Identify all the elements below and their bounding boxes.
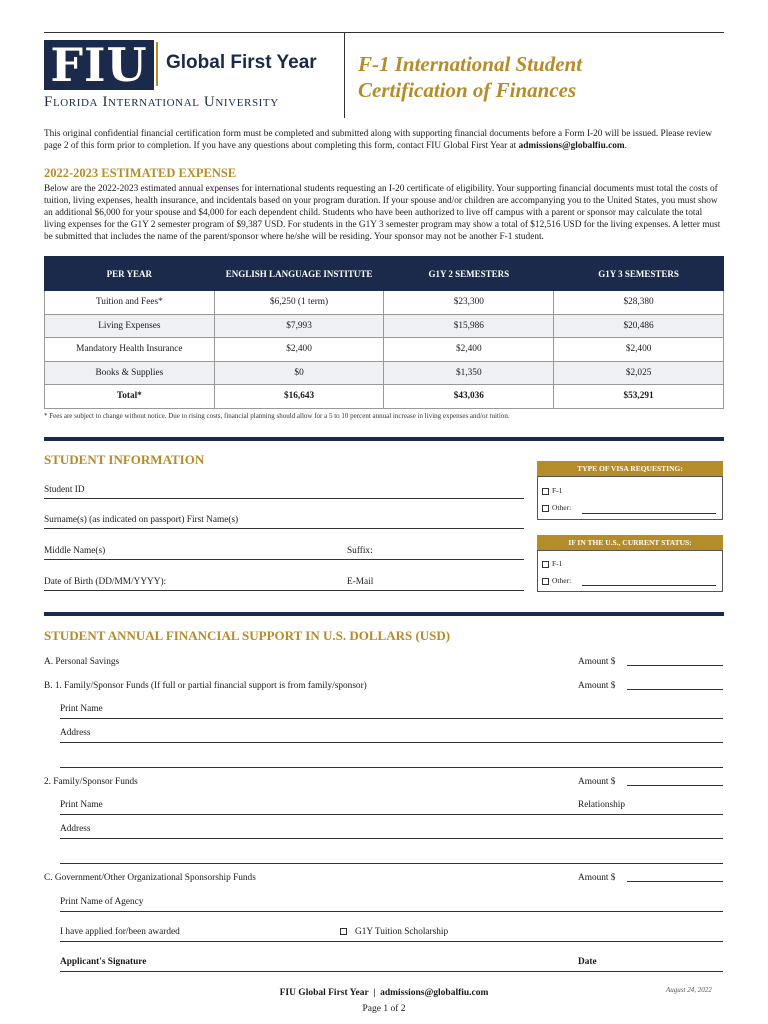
student-info-heading: STUDENT INFORMATION [44,452,205,467]
dob-field[interactable] [44,590,524,591]
amount-label: Amount $ [578,681,616,691]
middle-name-label: Middle Name(s) [44,546,106,556]
suffix-label: Suffix: [347,546,373,556]
sponsor-2-address-field[interactable] [60,838,723,839]
relationship-label: Relationship [578,800,625,810]
table-cell: $20,486 [554,314,724,338]
status-other-option[interactable]: Other: [542,576,571,585]
col-header: PER YEAR [45,257,215,291]
form-title-line2: Certification of Finances [358,78,577,102]
table-row [45,338,724,362]
sponsor-1-name-field[interactable] [60,718,723,719]
print-name-label: Print Name [60,800,103,810]
student-id-label: Student ID [44,485,85,495]
table-row [45,291,724,315]
address-label: Address [60,824,91,834]
scholarship-option[interactable]: G1Y Tuition Scholarship [340,927,448,937]
current-status-header: IF IN THE U.S., CURRENT STATUS: [537,535,723,550]
table-cell: $2,400 [554,338,724,362]
table-cell: $2,025 [554,361,724,385]
table-cell: $7,993 [214,314,384,338]
current-status-box [537,550,723,592]
visa-f1-option[interactable]: F-1 [542,486,562,495]
family-sponsor-2-label: 2. Family/Sponsor Funds [44,777,138,787]
expense-heading: 2022-2023 ESTIMATED EXPENSE [44,166,237,180]
visa-type-box [537,476,723,520]
footer-email[interactable]: admissions@globalfiu.com [380,988,489,998]
government-amount[interactable] [627,881,723,882]
agency-name-field[interactable] [60,911,723,912]
revision-date: August 24, 2022 [666,986,712,994]
table-cell: $53,291 [554,385,724,409]
print-name-label: Print Name [60,704,103,714]
visa-type-header: TYPE OF VISA REQUESTING: [537,461,723,476]
email-label: E-Mail [347,577,374,587]
table-cell: Books & Supplies [45,361,215,385]
address-label: Address [60,728,91,738]
family-sponsor-1-label: B. 1. Family/Sponsor Funds (If full or partial financial support is from family/sponsor) [44,681,367,691]
table-cell: $15,986 [384,314,554,338]
table-cell: $43,036 [384,385,554,409]
table-header-row [45,257,724,291]
section-divider [44,437,724,441]
university-name: Florida International University [44,94,279,110]
section-divider [44,612,724,616]
personal-savings-label: A. Personal Savings [44,657,120,667]
table-cell: Tuition and Fees* [45,291,215,315]
form-title-line1: F-1 International Student [358,52,583,76]
expense-table [44,256,724,409]
visa-other-option[interactable]: Other: [542,503,571,512]
amount-label: Amount $ [578,777,616,787]
fee-note: * Fees are subject to change without notice. Due to rising costs, financial planning should allow for a 5 to 10 percent annual increase in living expenses and/or tuition. [44,412,510,420]
amount-label: Amount $ [578,873,616,883]
surname-field[interactable] [44,528,524,529]
personal-savings-amount[interactable] [627,665,723,666]
applied-separator [60,941,723,942]
expense-paragraph: Below are the 2022-2023 estimated annual expenses for international students requesting an I-20 certificate of eligibility. Your supporting financial documents must total the costs of tuition, living expenses, health insurance, and incidentals based on your program duration. If your spouse and/or children are accompanying you to the United States, you must show an additional $6,000 for your spouse and $4,000 for each dependent child. Students who have been authorized to live off campus with a parent or sponsor may calculate the total living expenses for the G1Y 2 semester program of $9,387 USD. For students in the G1Y 3 semester program may show a total of $12,516 USD for the living expenses. A letter must be submitted that includes the name of the parent/sponsor where he/she will be residing. Your sponsor may not be another F-1 student. [44,184,721,242]
sponsor-1-address-field[interactable] [60,742,723,743]
logo-divider [156,42,158,86]
sponsor-2-name-field[interactable] [60,814,723,815]
table-total-row [45,385,724,409]
financial-support-heading: STUDENT ANNUAL FINANCIAL SUPPORT IN U.S. DOLLARS (USD) [44,628,451,643]
col-header: G1Y 2 SEMESTERS [384,257,554,291]
intro-paragraph: This original confidential financial certification form must be completed and submitted along with supporting financial documents before a Form I-20 will be issued. Please review page 2 of this form prior to completion. If you have any questions about completing this form, contact FIU Global First Year at admissions@globalfiu.com. [44,129,712,151]
government-sponsor-label: C. Government/Other Organizational Sponsorship Funds [44,873,256,883]
top-rule [44,32,724,33]
date-label: Date [578,957,597,967]
middle-name-field[interactable] [44,559,524,560]
signature-label: Applicant's Signature [60,957,147,967]
table-cell: $2,400 [214,338,384,362]
surname-label: Surname(s) (as indicated on passport) First Name(s) [44,515,239,525]
header-divider [344,32,345,118]
agency-name-label: Print Name of Agency [60,897,144,907]
table-cell: Mandatory Health Insurance [45,338,215,362]
table-cell: Total* [45,385,215,409]
checkbox-icon[interactable] [340,928,347,935]
signature-field[interactable] [60,971,723,972]
footer-contact: FIU Global First Year | admissions@globalfiu.com [279,988,489,998]
table-cell: Living Expenses [45,314,215,338]
table-cell: $23,300 [384,291,554,315]
sponsor-1-address-field-2[interactable] [60,767,723,768]
applied-label: I have applied for/been awarded [60,927,180,937]
contact-email[interactable]: admissions@globalfiu.com [518,141,625,151]
checkbox-icon[interactable] [542,505,549,512]
status-f1-option[interactable]: F-1 [542,559,562,568]
visa-other-field[interactable] [582,513,716,514]
table-row [45,361,724,385]
dob-label: Date of Birth (DD/MM/YYYY): [44,577,167,587]
table-cell: $1,350 [384,361,554,385]
page-number: Page 1 of 2 [362,1004,406,1014]
table-cell: $6,250 (1 term) [214,291,384,315]
col-header: ENGLISH LANGUAGE INSTITUTE [214,257,384,291]
amount-label: Amount $ [578,657,616,667]
table-cell: $28,380 [554,291,724,315]
table-row [45,314,724,338]
checkbox-icon[interactable] [542,488,549,495]
table-cell: $0 [214,361,384,385]
checkbox-icon[interactable] [542,578,549,585]
sponsor-2-amount[interactable] [627,785,723,786]
program-name: Global First Year [166,52,317,73]
fiu-logo: FIU [44,40,154,90]
table-cell: $16,643 [214,385,384,409]
sponsor-1-amount[interactable] [627,689,723,690]
checkbox-icon[interactable] [542,561,549,568]
col-header: G1Y 3 SEMESTERS [554,257,724,291]
sponsor-2-address-field-2[interactable] [60,863,723,864]
table-cell: $2,400 [384,338,554,362]
student-id-field[interactable] [44,498,524,499]
status-other-field[interactable] [582,585,716,586]
